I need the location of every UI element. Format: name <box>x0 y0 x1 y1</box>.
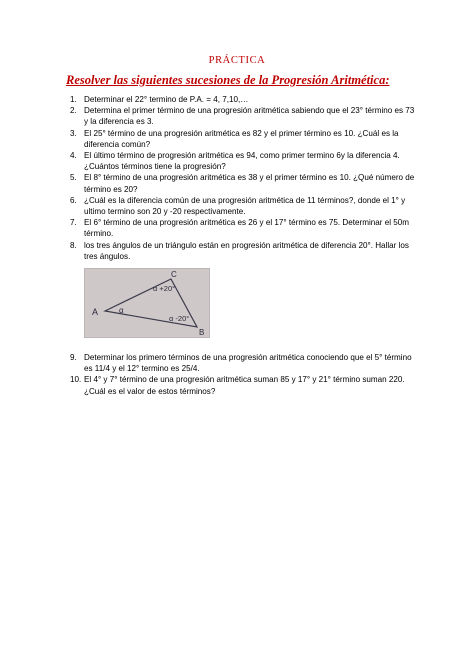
item-number: 4. <box>70 151 77 161</box>
item-text: Determinar el 22° termino de P.A. = 4, 7,10,… <box>84 95 249 104</box>
page-subtitle: Resolver las siguientes sucesiones de la Progresión Aritmética: <box>66 73 390 87</box>
item-number: 7. <box>70 218 77 228</box>
item-number: 9. <box>70 353 77 363</box>
list-item <box>70 374 415 396</box>
item-text: los tres ángulos de un triángulo están en progresión aritmética de diferencia 20°. Hallar los tres ángulos. <box>84 240 409 261</box>
list-item <box>70 217 415 239</box>
vertex-c-label: C <box>171 270 177 280</box>
angle-b-label: α -20° <box>169 314 190 324</box>
list-item <box>70 352 415 374</box>
list-item <box>70 195 415 217</box>
item-number: 3. <box>70 128 77 138</box>
item-number: 10. <box>70 375 82 385</box>
page-title: PRÁCTICA <box>208 55 266 66</box>
angle-c-label: α +20° <box>153 284 176 294</box>
list-item <box>70 105 415 127</box>
item-number: 5. <box>70 173 77 183</box>
list-item <box>70 128 415 150</box>
vertex-a-label: A <box>92 307 99 318</box>
triangle-diagram <box>85 269 209 337</box>
triangle-figure <box>84 268 210 338</box>
list-item <box>70 94 415 105</box>
item-text: El 8° término de una progresión aritmética es 38 y el primer término es 10. ¿Qué número de término es 20? <box>84 173 415 194</box>
spacer <box>70 342 415 352</box>
item-number: 8. <box>70 240 77 250</box>
list-item <box>70 240 415 262</box>
list-item <box>70 150 415 172</box>
item-text: Determinar los primero términos de una progresión aritmética conociendo que el 5° término es 11/4 y el 12° termino es 25/4. <box>84 353 412 374</box>
exercise-list <box>70 94 415 397</box>
item-text: El 25° término de una progresión aritmética es 82 y el primer término es 10. ¿Cuál es la diferencia común? <box>84 128 399 149</box>
angle-a-label: α <box>119 306 124 316</box>
item-text: ¿Cuál es la diferencia común de una progresión aritmética de 11 términos?, donde el 1° y ultimo termino son 20 y -20 respectivamente. <box>84 195 406 217</box>
item-text: El 4° y 7° término de una progresión aritmética suman 85 y 17° y 21° término suman 220. ¿Cuál es el valor de estos términos? <box>84 375 405 396</box>
vertex-b-label: B <box>199 328 205 338</box>
item-text: Determina el primer término de una progresión aritmética sabiendo que el 23° término es 73 y la diferencia es 3. <box>84 106 415 127</box>
item-text: El 6° término de una progresión aritmética es 26 y el 17° término es 75. Determinar el 50m término. <box>84 218 409 239</box>
item-number: 1. <box>70 95 77 104</box>
item-text: El último término de progresión aritmética es 94, como primer termino 6y la diferencia 4. ¿Cuántos términos tiene la progresión? <box>84 151 400 172</box>
list-item <box>70 172 415 194</box>
item-number: 2. <box>70 106 77 116</box>
item-number: 6. <box>70 195 77 205</box>
